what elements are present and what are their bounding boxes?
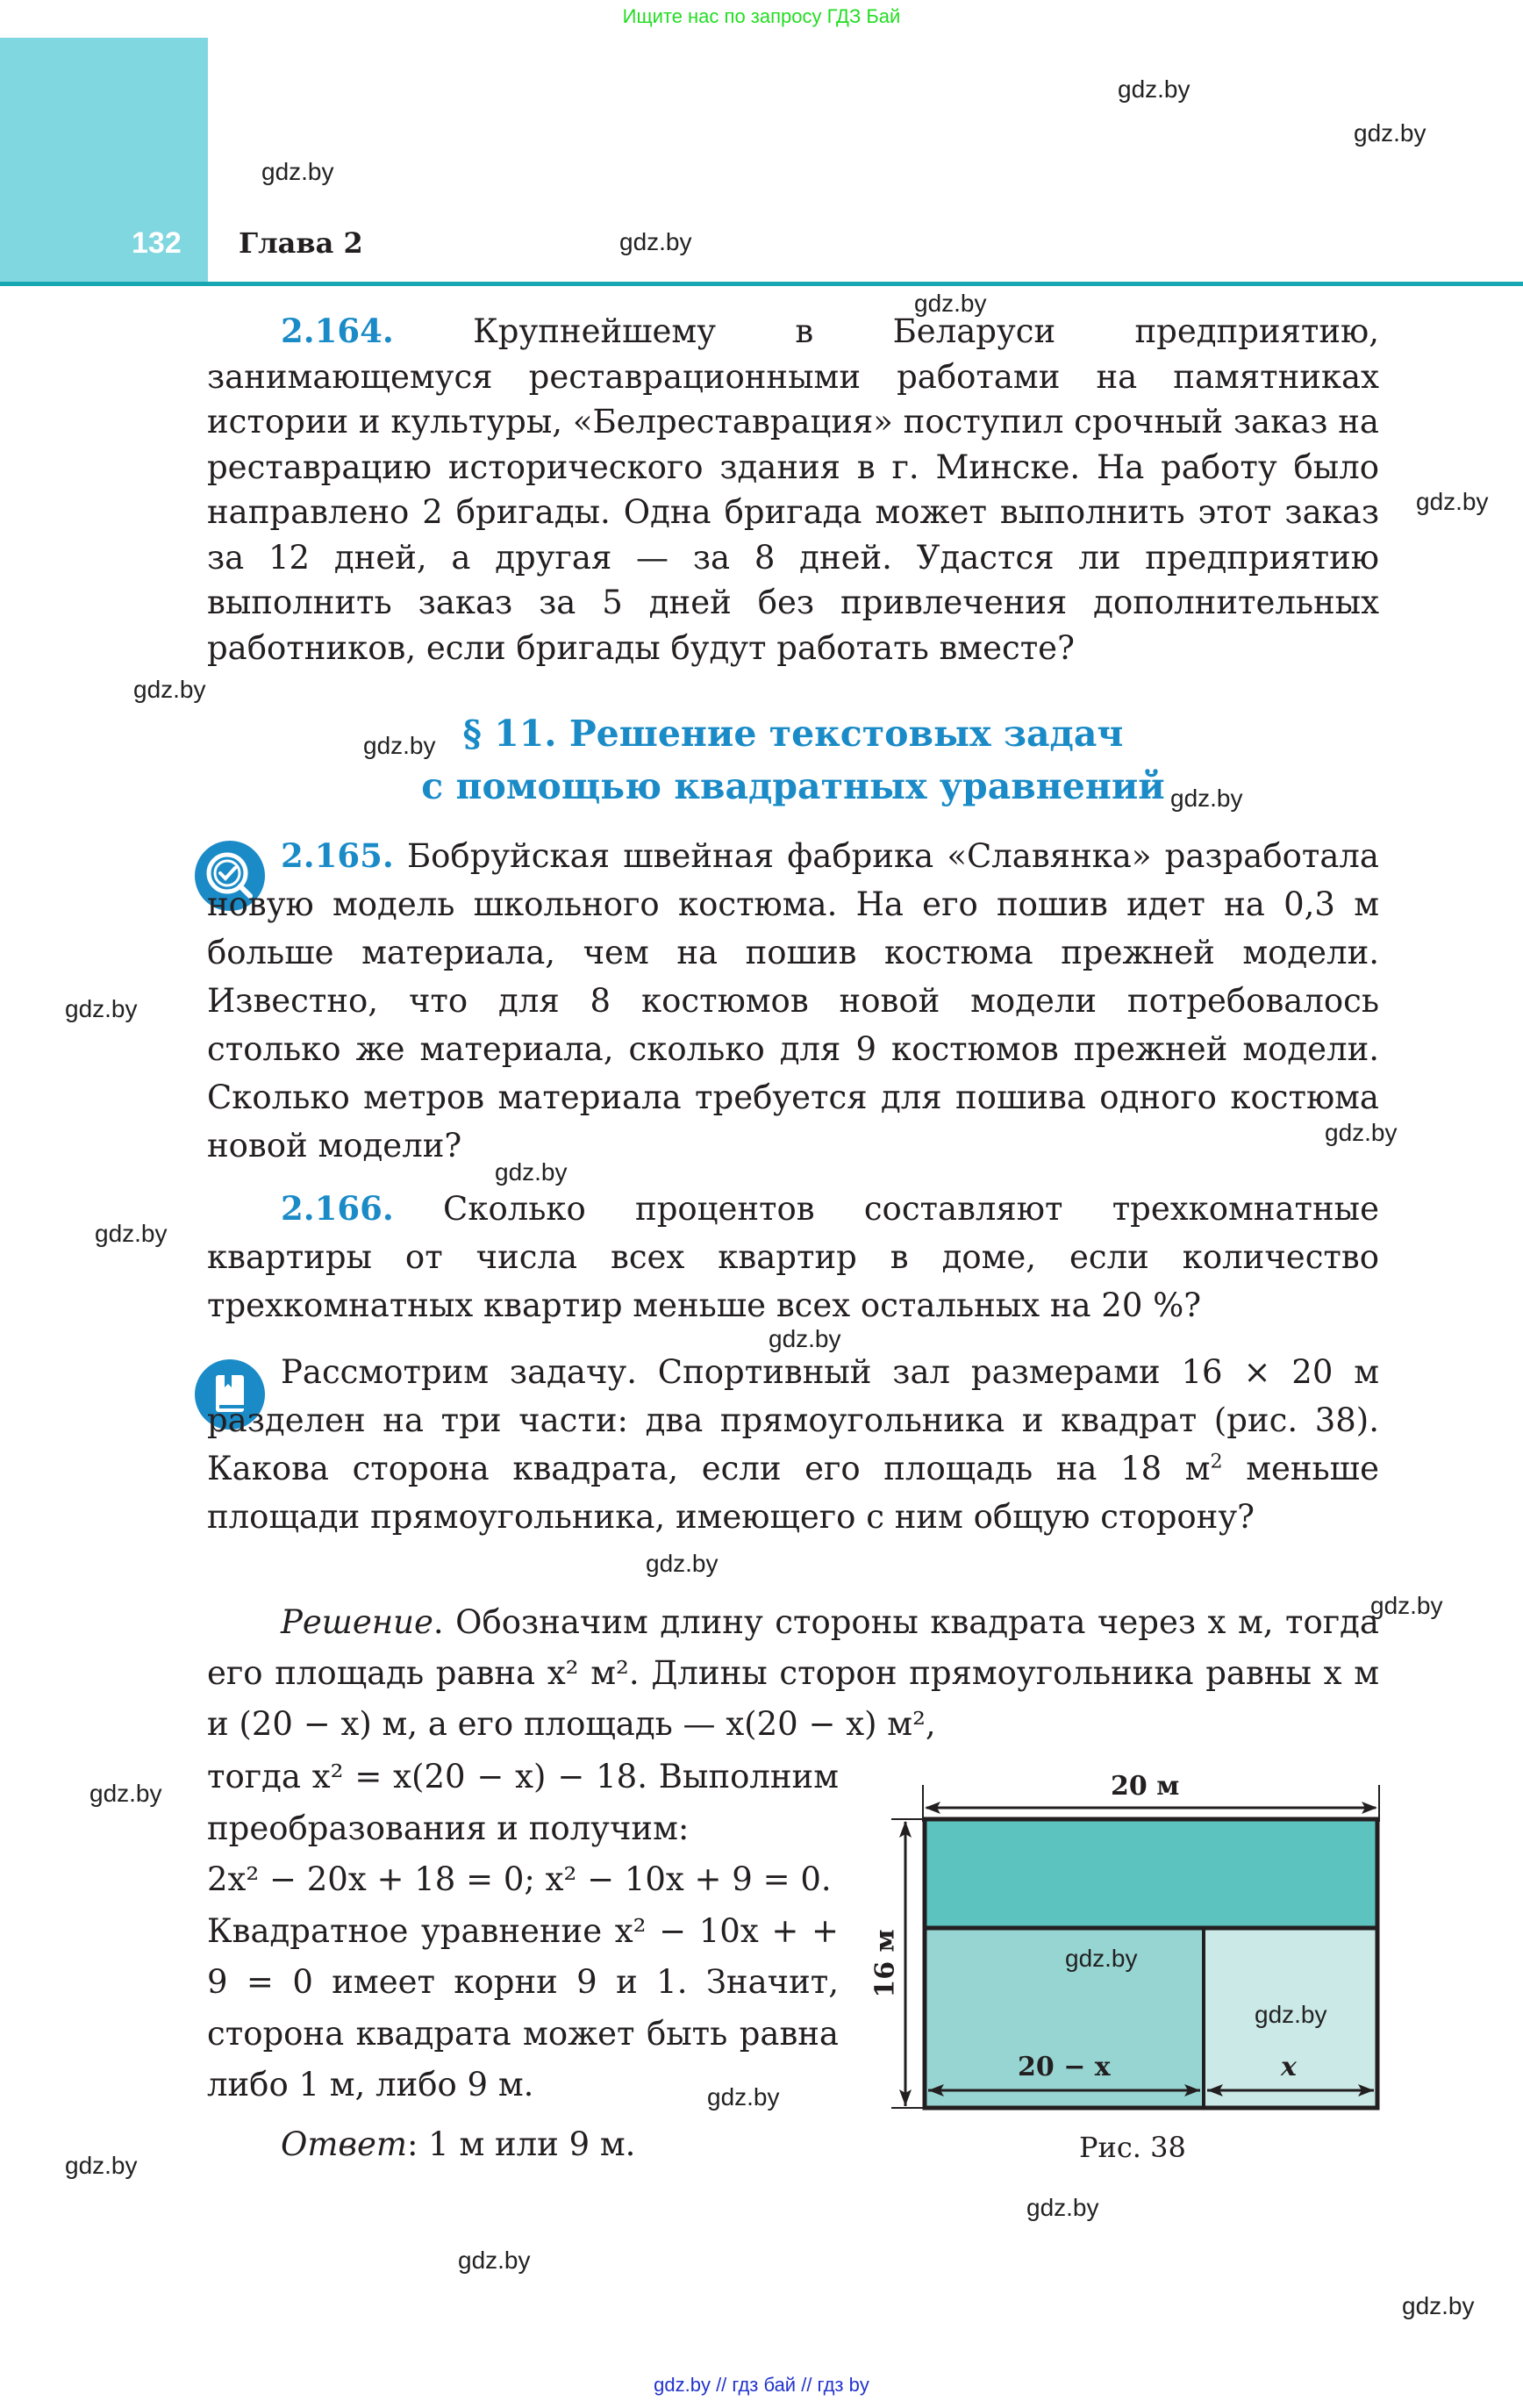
example-text: Рассмотрим задачу. Спортивный зал размерами 16 × 20 м разделен на три части: два прямоугольника и квадрат (рис. 38). Какова сторона квадрата, если его площадь на 18 $м^2$ меньше площади прямоугольника, имеющего с ним общую сторону? xyxy=(207,1353,1379,1536)
watermark: gdz.by xyxy=(458,2247,531,2274)
watermark: gdz.by xyxy=(1402,2292,1475,2319)
watermark: gdz.by xyxy=(261,158,334,185)
problem-number: 2.164. xyxy=(281,312,394,350)
figure-caption: Рис. 38 xyxy=(1079,2131,1186,2164)
section-title-line2: с помощью квадратных уравнений xyxy=(421,765,1165,807)
watermark: gdz.by xyxy=(95,1220,168,1247)
watermark: gdz.by xyxy=(619,228,692,255)
answer-label: Ответ xyxy=(281,2125,407,2163)
watermark: gdz.by xyxy=(65,2152,138,2179)
figure-side-label: 16 м xyxy=(869,1929,901,1998)
watermark: gdz.by xyxy=(707,2083,780,2111)
watermark: gdz.by xyxy=(914,290,987,317)
problem-number: 2.165. xyxy=(281,836,394,875)
figure-top-label: 20 м xyxy=(1111,1771,1180,1802)
answer: Ответ: 1 м или 9 м. xyxy=(281,2125,636,2163)
bottom-links[interactable]: gdz.by // гдз бай // гдз by xyxy=(654,2374,869,2396)
solution-left-column: тогда x² = x(20 − x) − 18. Выполним преобразования и получим: 2x² − 20x + 18 = 0; x² − 10x + 9 = 0. Квадратное уравнение x² − 10x + + 9 = 0 имеет корни 9 и 1. Значит, сторона квадрата может быть равна либо 1 м, либо 9 м. xyxy=(207,1758,839,2103)
watermark: gdz.by xyxy=(133,676,206,703)
page-number: 132 xyxy=(132,226,182,260)
problem-2-164 xyxy=(207,309,1379,670)
watermark: gdz.by xyxy=(1370,1592,1443,1619)
header-rule xyxy=(0,282,1523,286)
watermark: gdz.by xyxy=(769,1325,841,1352)
watermark: gdz.by xyxy=(1026,2194,1099,2221)
figure-bottom-right-label: x xyxy=(1281,2052,1297,2082)
watermark: gdz.by xyxy=(1325,1119,1398,1146)
watermark: gdz.by xyxy=(1416,488,1489,515)
top-banner[interactable]: Ищите нас по запросу ГДЗ Бай xyxy=(622,5,901,27)
problem-text: Бобруйская швейная фабрика «Славянка» разработала новую модель школьного костюма. На его пошив идет на 0,3 м больше материала, чем на пошив костюма прежней модели. Известно, что для 8 костюмов новой модели потребовалось столько же материала, сколько для 9 костюмов прежней модели. Сколько метров материала требуется для пошива одного костюма новой модели? xyxy=(207,837,1379,1165)
figure-bottom-left-label: 20 − x xyxy=(1018,2052,1111,2082)
watermark: gdz.by xyxy=(89,1780,162,1807)
watermark: gdz.by xyxy=(1118,75,1191,103)
problem-2-165 xyxy=(207,832,1379,1170)
watermark: gdz.by xyxy=(363,732,436,759)
solution-intro: Решение. Обозначим длину стороны квадрата через x м, тогда его площадь равна x² м². Длины сторон прямоугольника равны x м и (20 − x) м, а его площадь — x(20 − x) м², xyxy=(207,1603,1379,1743)
watermark: gdz.by xyxy=(646,1550,719,1577)
watermark: gdz.by xyxy=(1354,119,1426,147)
section-title-line1: § 11. Решение текстовых задач xyxy=(462,713,1124,755)
problem-text: Крупнейшему в Беларуси предприятию, занимающемуся реставрационными работами на памятниках истории и культуры, «Белреставрация» поступил срочный заказ на реставрацию исторического здания в г. Минске. На работу было направлено 2 бригады. Одна бригада может выполнить этот заказ за 12 дней, а другая — за 8 дней. Удастся ли предприятию выполнить заказ за 5 дней без привлечения дополнительных работников, если бригады будут работать вместе? xyxy=(207,312,1379,667)
problem-2-166 xyxy=(207,1185,1379,1329)
watermark: gdz.by xyxy=(1170,785,1243,812)
chapter-title: Глава 2 xyxy=(239,226,363,260)
problem-number: 2.166. xyxy=(281,1189,394,1228)
watermark: gdz.by xyxy=(65,995,138,1022)
problem-text: Сколько процентов составляют трехкомнатные квартиры от числа всех квартир в доме, если количество трехкомнатных квартир меньше всех остальных на 20 %? xyxy=(207,1190,1379,1324)
solution-label: Решение xyxy=(281,1603,433,1641)
watermark: gdz.by xyxy=(1255,2001,1327,2028)
watermark: gdz.by xyxy=(1065,1945,1138,1972)
watermark: gdz.by xyxy=(495,1158,568,1186)
